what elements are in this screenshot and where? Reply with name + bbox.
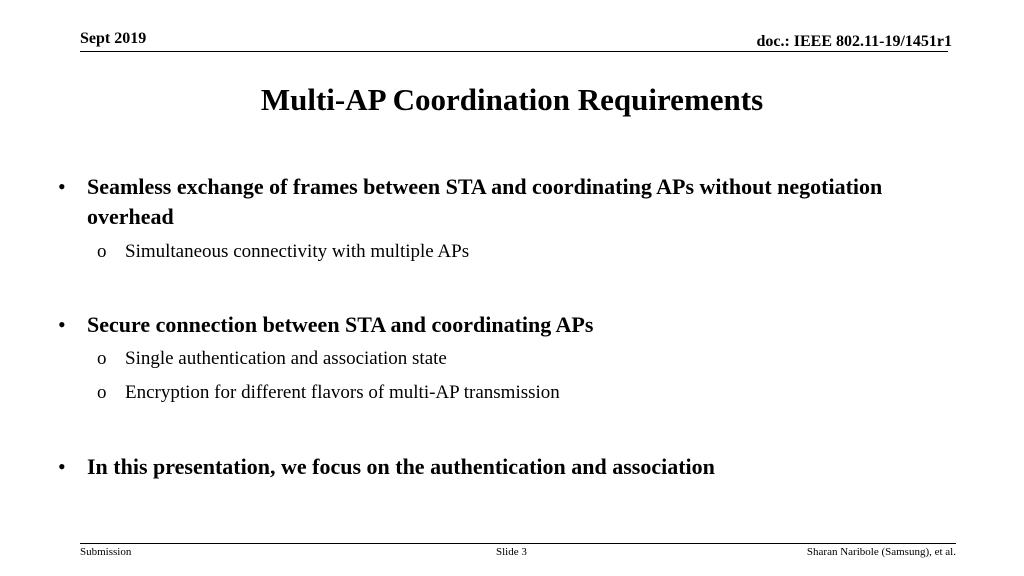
- bullet-text: In this presentation, we focus on the authentication and association: [87, 454, 715, 479]
- sub-bullet-marker: o: [97, 348, 107, 369]
- sub-bullet-marker: o: [97, 241, 107, 262]
- header-date: Sept 2019: [80, 30, 147, 47]
- bullet-text: Seamless exchange of frames between STA and coordinating APs without negotiation overhead: [87, 174, 883, 229]
- bullet-marker: •: [58, 312, 66, 337]
- sub-bullet-text: Encryption for different flavors of multi-AP transmission: [125, 382, 560, 403]
- footer-submission: Submission: [80, 546, 132, 558]
- bullet-marker: •: [58, 454, 66, 479]
- footer-author: Sharan Naribole (Samsung), et al.: [806, 546, 956, 558]
- sub-bullet-text: Simultaneous connectivity with multiple APs: [125, 241, 470, 262]
- header-doc-id: doc.: IEEE 802.11-19/1451r1: [756, 33, 952, 50]
- slide-title: Multi-AP Coordination Requirements: [260, 82, 764, 117]
- sub-bullet-marker: o: [97, 382, 107, 403]
- footer-slide-number: Slide 3: [496, 546, 527, 558]
- bullet-text: Secure connection between STA and coordinating APs: [87, 312, 594, 337]
- footer-divider: [80, 543, 956, 544]
- bullet-marker: •: [58, 174, 66, 199]
- header-divider: [80, 51, 948, 52]
- sub-bullet-text: Single authentication and association state: [125, 348, 447, 369]
